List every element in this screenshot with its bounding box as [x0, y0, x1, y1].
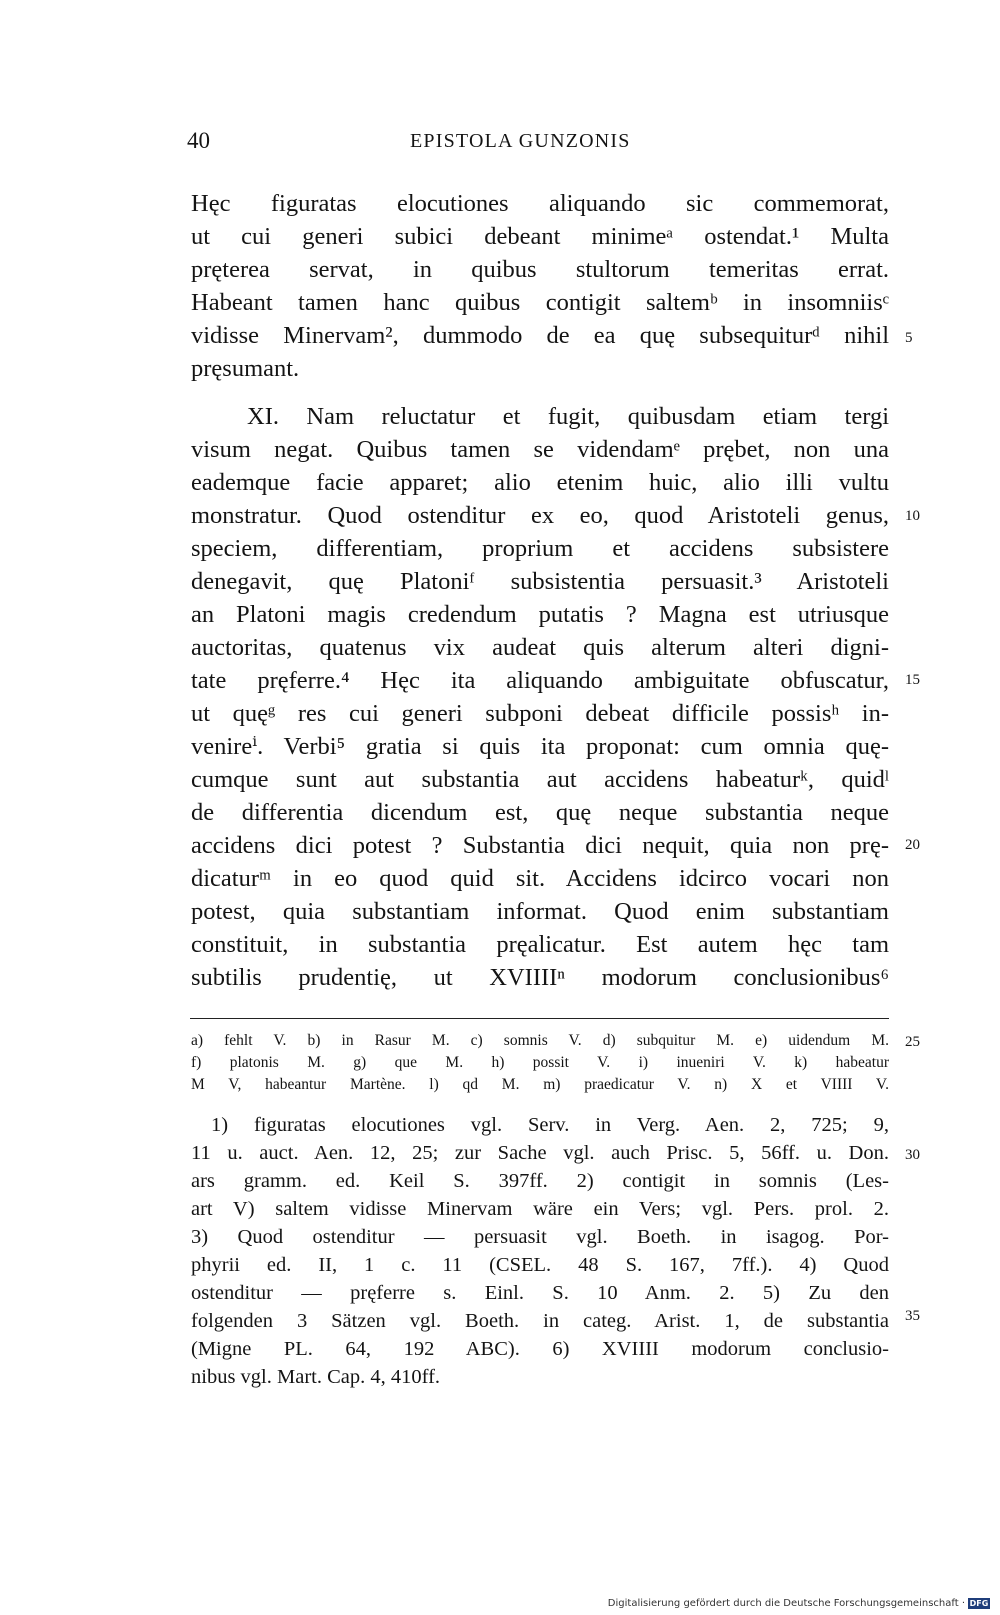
text-line: ut cui generi subici debeant minimeᵃ ostendat.¹ Multa — [191, 223, 889, 250]
text-line: ut quęᵍ res cui generi subponi debeat difficile possisʰ in- — [191, 700, 889, 727]
page-header — [0, 128, 1000, 158]
dfg-logo-icon: DFG — [969, 1599, 989, 1608]
critical-apparatus — [191, 1030, 889, 1096]
note-line: phyrii ed. II, 1 c. 11 (CSEL. 48 S. 167, 7ff.). 4) Quod — [191, 1254, 889, 1276]
note-line: ars gramm. ed. Keil S. 397ff. 2) contigit in somnis (Les- — [191, 1170, 889, 1192]
text-line: Hęc figuratas elocutiones aliquando sic commemorat, — [191, 190, 889, 217]
line-number: 15 — [905, 672, 920, 688]
text-line: eademque facie apparet; alio etenim huic, alio illi vultu — [191, 469, 889, 496]
apparatus-line: a) fehlt V. b) in Rasur M. c) somnis V. d) subquitur M. e) uidendum M. — [191, 1032, 889, 1049]
line-number: 5 — [905, 330, 913, 346]
line-number: 10 — [905, 508, 920, 524]
text-line: de differentia dicendum est, quę neque substantia neque — [191, 799, 889, 826]
line-number: 20 — [905, 837, 920, 853]
text-line: Habeant tamen hanc quibus contigit saltemᵇ in insomniisᶜ — [191, 289, 889, 316]
text-line: accidens dici potest ? Substantia dici nequit, quia non prę- — [191, 832, 889, 859]
note-line: nibus vgl. Mart. Cap. 4, 410ff. — [191, 1366, 441, 1388]
text-line: vidisse Minervam², dummodo de ea quę subsequiturᵈ nihil — [191, 322, 889, 349]
note-line: 11 u. auct. Aen. 12, 25; zur Sache vgl. auch Prisc. 5, 56ff. u. Don. — [191, 1142, 889, 1164]
text-line: visum negat. Quibus tamen se videndamᵉ prębet, non una — [191, 436, 889, 463]
text-line: subtilis prudentię, ut XVIIIIⁿ modorum conclusionibus⁶ — [191, 964, 889, 991]
text-line: tate pręferre.⁴ Hęc ita aliquando ambiguitate obfuscatur, — [191, 667, 889, 694]
note-line: ostenditur — pręferre s. Einl. S. 10 Anm. 2. 5) Zu den — [191, 1282, 889, 1304]
text-line: venireⁱ. Verbi⁵ gratia si quis ita proponat: cum omnia quę- — [191, 733, 889, 760]
note-line: art V) saltem vidisse Minervam wäre ein Vers; vgl. Pers. prol. 2. — [191, 1198, 889, 1220]
text-line: constituit, in substantia pręalicatur. Est autem hęc tam — [191, 931, 889, 958]
note-line: 1) figuratas elocutiones vgl. Serv. in Verg. Aen. 2, 725; 9, — [211, 1114, 889, 1136]
line-number: 25 — [905, 1034, 920, 1050]
main-text — [191, 187, 889, 994]
line-number: 35 — [905, 1308, 920, 1324]
text-line: pręterea servat, in quibus stultorum temeritas errat. — [191, 256, 889, 283]
note-line: folgenden 3 Sätzen vgl. Boeth. in categ. Arist. 1, de substantia — [191, 1310, 889, 1332]
line-number: 30 — [905, 1147, 920, 1163]
source-notes — [191, 1111, 889, 1391]
text-line: cumque sunt aut substantia aut accidens habeaturᵏ, quidˡ — [191, 766, 889, 793]
digitization-credit — [608, 1598, 990, 1609]
text-line: pręsumant. — [191, 355, 300, 382]
text-line: dicaturᵐ in eo quod quid sit. Accidens idcirco vocari non — [191, 865, 889, 892]
running-title: EPISTOLA GUNZONIS — [410, 130, 631, 152]
text-line: denegavit, quę Platoniᶠ subsistentia persuasit.³ Aristoteli — [191, 568, 889, 595]
text-line: potest, quia substantiam informat. Quod enim substantiam — [191, 898, 889, 925]
apparatus-line: f) platonis M. g) que M. h) possit V. i) inueniri V. k) habeatur — [191, 1054, 889, 1071]
text-line: speciem, differentiam, proprium et accidens subsistere — [191, 535, 889, 562]
text-line: monstratur. Quod ostenditur ex eo, quod Aristoteli genus, — [191, 502, 889, 529]
section-heading-line: XI. Nam reluctatur et fugit, quibusdam etiam tergi — [247, 403, 889, 430]
text-line: an Platoni magis credendum putatis ? Magna est utriusque — [191, 601, 889, 628]
text-line: auctoritas, quatenus vix audeat quis alterum alteri digni- — [191, 634, 889, 661]
page-number: 40 — [187, 128, 210, 153]
apparatus-line: M V, habeantur Martène. l) qd M. m) praedicatur V. n) X et VIIII V. — [191, 1076, 889, 1093]
note-line: (Migne PL. 64, 192 ABC). 6) XVIIII modorum conclusio- — [191, 1338, 889, 1360]
footnote-divider — [190, 1018, 889, 1019]
note-line: 3) Quod ostenditur — persuasit vgl. Boeth. in isagog. Por- — [191, 1226, 889, 1248]
credit-text: Digitalisierung gefördert durch die Deutsche Forschungsgemeinschaft · — [607, 1598, 965, 1609]
